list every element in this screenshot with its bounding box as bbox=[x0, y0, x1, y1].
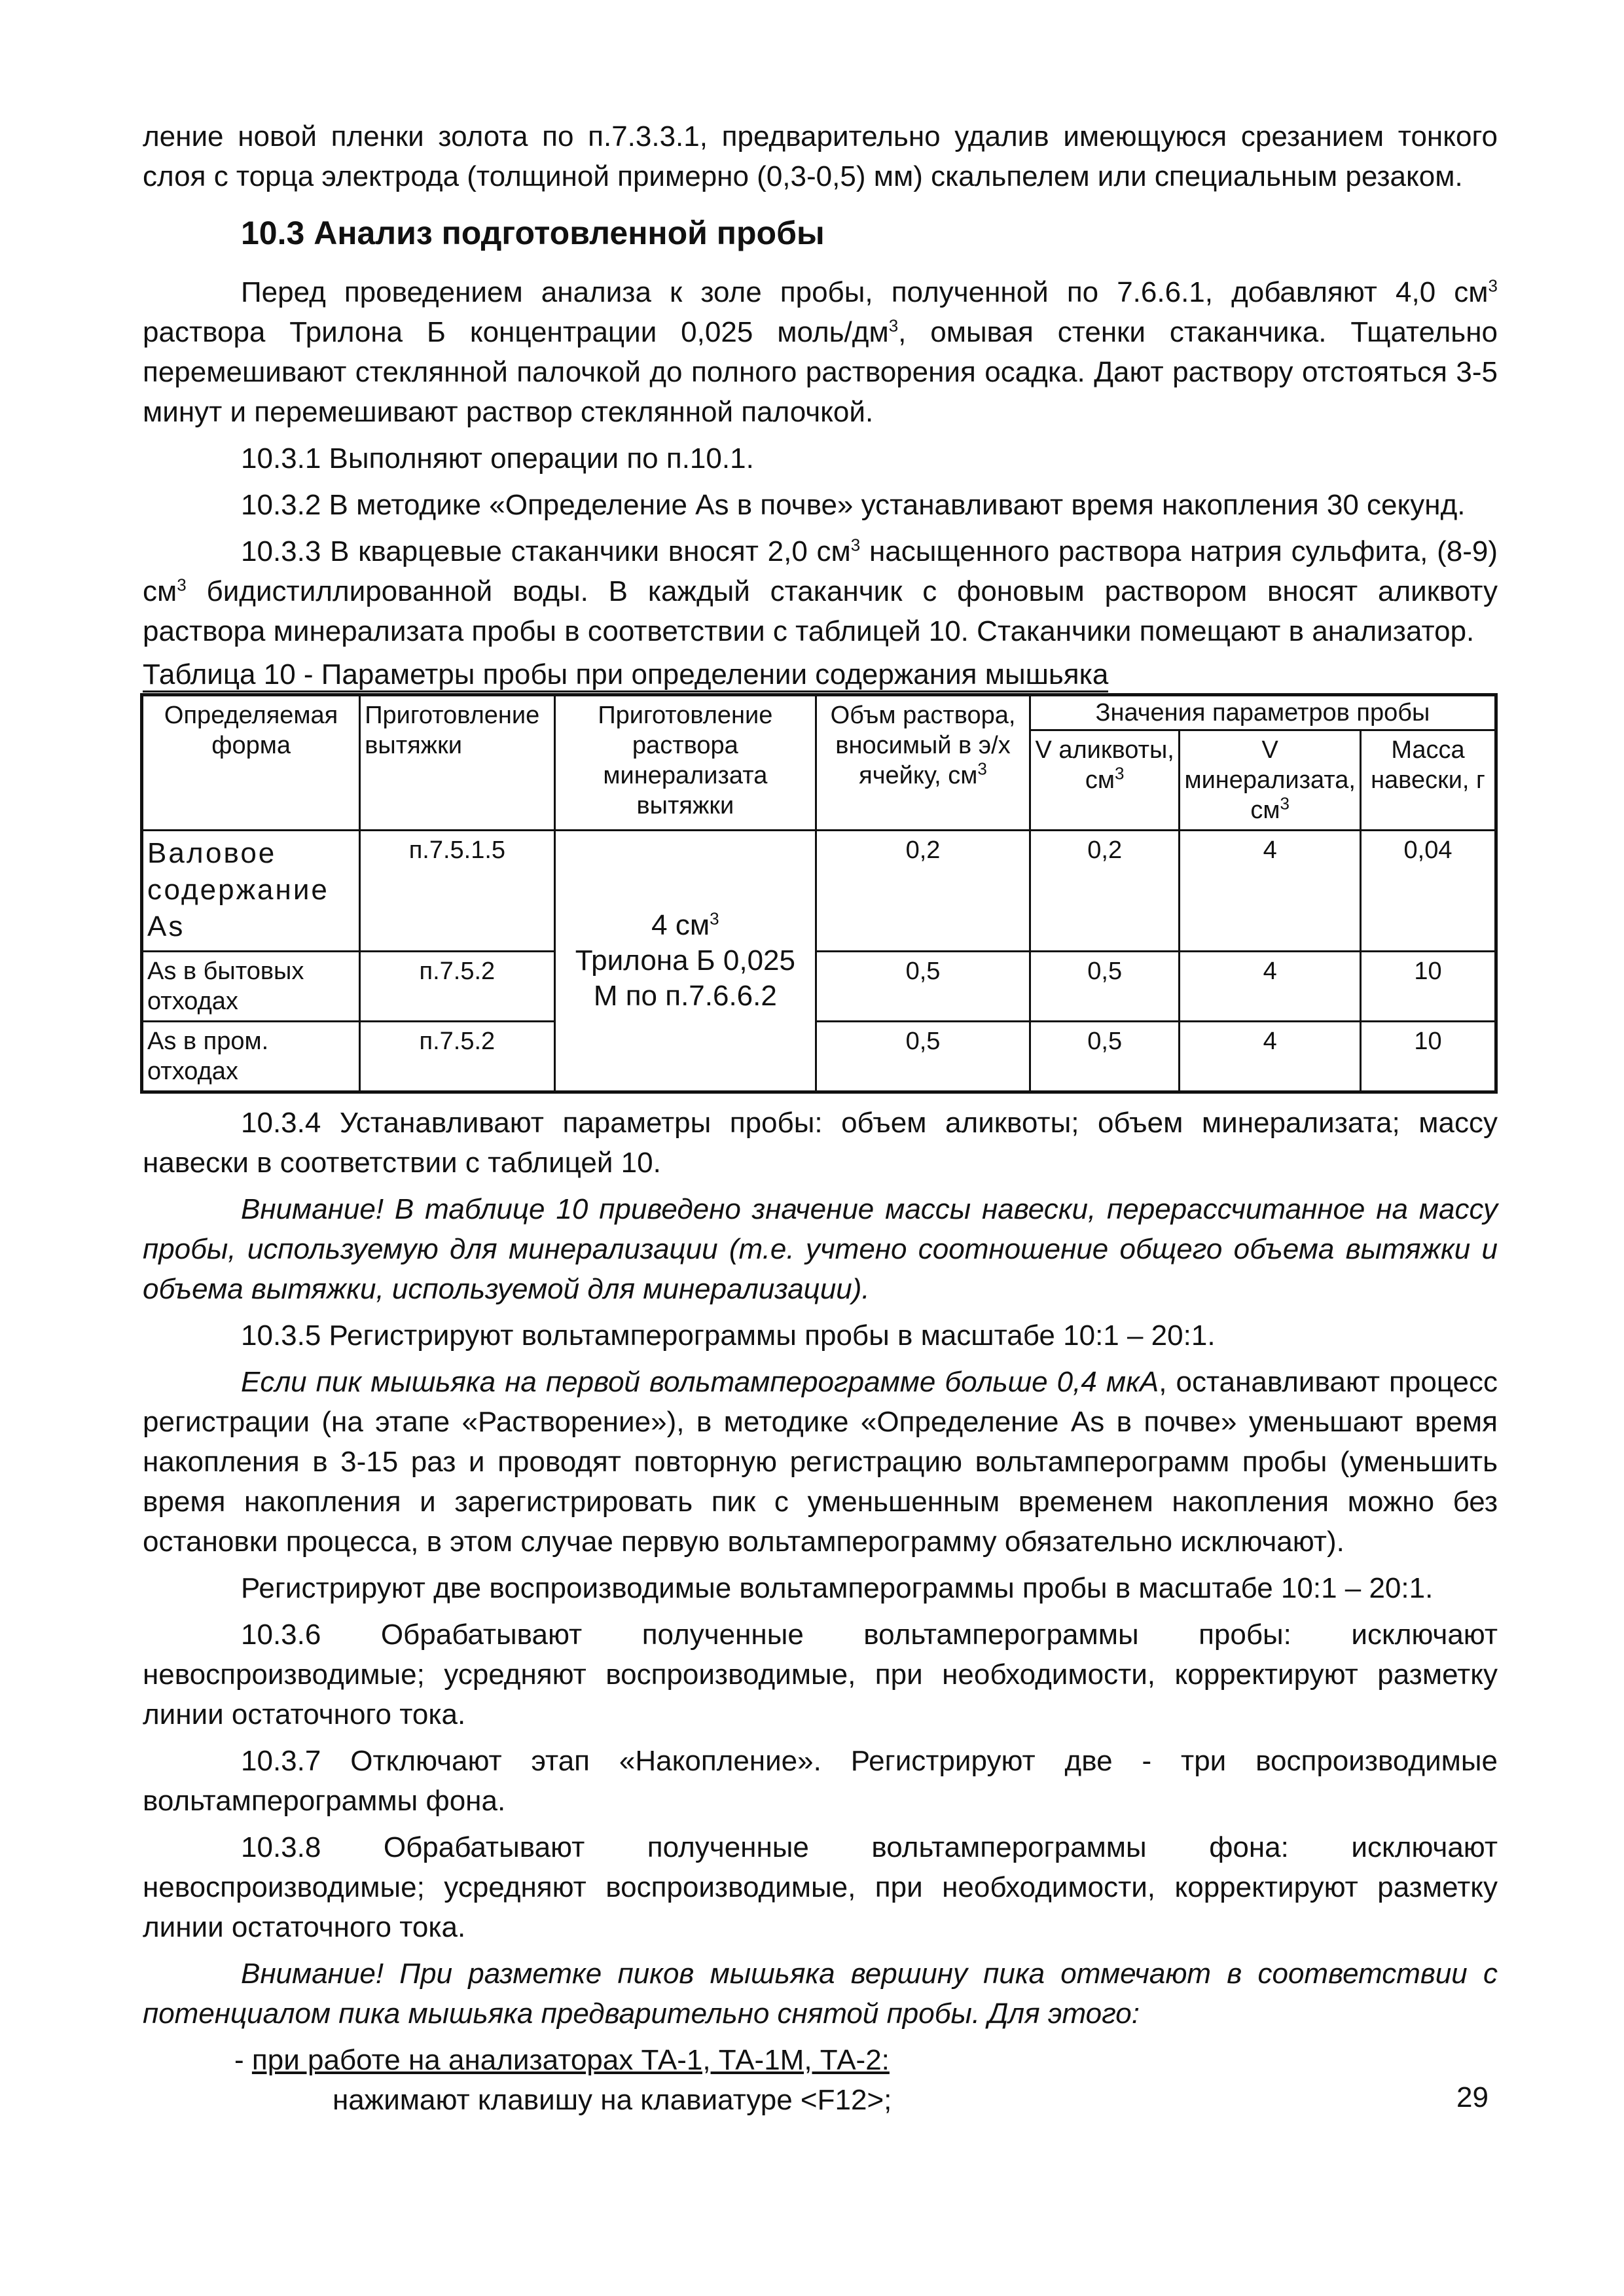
table-header-row bbox=[142, 695, 1496, 730]
note-mass: Внимание! В таблице 10 приведено значение массы навески, перерассчитанное на массу пробы, используемую для минерализации (т.е. учтено соотношение общего объема вытяжки и объема вытяжки, используемой для минерализации). bbox=[143, 1193, 1498, 1305]
superscript: 3 bbox=[710, 908, 719, 929]
parameters-table bbox=[140, 693, 1498, 1094]
paragraph-10-3-1: 10.3.1 Выполняют операции по п.10.1. bbox=[241, 442, 754, 475]
superscript: 3 bbox=[888, 315, 899, 336]
instruction-key: нажимают клавишу на клавиатуре <F12>; bbox=[333, 2084, 892, 2116]
cell-aliquot: 0,5 bbox=[1030, 952, 1180, 1022]
text: , останавливают процесс регистрации (на этапе «Растворение»), в методике «Определение As в почве» уменьшают время накопления в 3-15 раз и проводят повторную регистрацию вольтамперограмм пробы (уменьшить время накопления и зарегистрировать пик с уменьшенным временем накопления можно без остановки процесса, в этом случае первую вольтамперограмму обязательно исключают). bbox=[143, 1366, 1498, 1558]
paragraph-10-3-6: 10.3.6 Обрабатывают полученные вольтамперограммы пробы: исключают невоспроизводимые; усредняют воспроизводимые, при необходимости, корректируют разметку линии остаточного тока. bbox=[143, 1619, 1498, 1731]
text: Если пик мышьяка на первой вольтамперограмме больше 0,4 мкА bbox=[241, 1366, 1159, 1398]
cell-aliquot: 0,5 bbox=[1030, 1022, 1180, 1092]
cell-volume: 0,2 bbox=[816, 831, 1030, 952]
header-mineralizate bbox=[1180, 730, 1361, 831]
document-page bbox=[143, 117, 1498, 2120]
text: Объм раствора, вносимый в э/х ячейку, см bbox=[830, 702, 1016, 789]
header-extract: Приготовление вытяжки bbox=[360, 695, 554, 831]
cell-extract: п.7.5.2 bbox=[360, 952, 554, 1022]
cell-extract: п.7.5.1.5 bbox=[360, 831, 554, 952]
text: насыщенного раствора натрия сульфита, (8-9) см bbox=[143, 535, 1498, 607]
header-volume bbox=[816, 695, 1030, 831]
header-form: Определяемая форма bbox=[142, 695, 360, 831]
paragraph-10-3-7: 10.3.7 Отключают этап «Накопление». Регистрируют две - три воспроизводимые вольтамперограммы фона. bbox=[143, 1745, 1498, 1817]
page-number: 29 bbox=[1456, 2081, 1489, 2113]
note-peak-marking: Внимание! При разметке пиков мышьяка вершину пика отмечают в соответствии с потенциалом пика мышьяка предварительно снятой пробы. Для этого: bbox=[143, 1958, 1498, 2030]
text: V минерализата, см bbox=[1184, 736, 1356, 824]
superscript: 3 bbox=[977, 759, 987, 779]
text: 10.3.3 В кварцевые стаканчики вносят 2,0 см bbox=[241, 535, 851, 567]
cell-mineralizate: 4 bbox=[1180, 831, 1361, 952]
text: при работе на анализаторах ТА-1, ТА-1М, ТА-2: bbox=[251, 2044, 890, 2076]
table-row bbox=[142, 831, 1496, 952]
bullet-analyzers bbox=[143, 2040, 1498, 2080]
paragraph-preparation bbox=[143, 272, 1498, 432]
text: раствора Трилона Б концентрации 0,025 моль/дм bbox=[143, 316, 889, 348]
header-mineral: Приготовление раствора минерализата вытяжки bbox=[554, 695, 816, 831]
paragraph-10-3-5: 10.3.5 Регистрируют вольтамперограммы пробы в масштабе 10:1 – 20:1. bbox=[241, 1319, 1216, 1352]
paragraph-10-3-2: 10.3.2 В методике «Определение As в почве» устанавливают время накопления 30 секунд. bbox=[241, 489, 1466, 521]
paragraph-peak-limit bbox=[143, 1362, 1498, 1562]
header-mass: Масса навески, г bbox=[1360, 730, 1496, 831]
cell-mass: 10 bbox=[1360, 1022, 1496, 1092]
cell-volume: 0,5 bbox=[816, 952, 1030, 1022]
superscript: 3 bbox=[1488, 276, 1498, 296]
paragraph-register: Регистрируют две воспроизводимые вольтамперограммы пробы в масштабе 10:1 – 20:1. bbox=[241, 1572, 1434, 1604]
text: V аликвоты, см bbox=[1035, 736, 1174, 794]
superscript: 3 bbox=[850, 535, 861, 555]
cell-aliquot: 0,2 bbox=[1030, 831, 1180, 952]
paragraph-10-3-4: 10.3.4 Устанавливают параметры пробы: объем аликвоты; объем минерализата; массу навески в соответствии с таблицей 10. bbox=[143, 1107, 1498, 1179]
text: бидистиллированной воды. В каждый стаканчик с фоновым раствором вносят аликвоту раствора минерализата пробы в соответствии с таблицей 10. Стаканчики помещают в анализатор. bbox=[143, 575, 1498, 647]
text: , омывая стенки стаканчика. Тщательно перемешивают стеклянной палочкой до полного растворения осадка. Дают раствору отстояться 3-5 минут и перемешивают раствор стеклянной палочкой. bbox=[143, 316, 1498, 428]
cell-extract: п.7.5.2 bbox=[360, 1022, 554, 1092]
intro-paragraph: ление новой пленки золота по п.7.3.3.1, предварительно удалив имеющуюся срезанием тонкого слоя с торца электрода (толщиной примерно (0,3-0,5) мм) скальпелем или специальным резаком. bbox=[143, 120, 1498, 192]
text: Трилона Б 0,025 М по п.7.6.6.2 bbox=[575, 944, 795, 1012]
header-group: Значения параметров пробы bbox=[1030, 695, 1496, 730]
text: Перед проведением анализа к золе пробы, полученной по 7.6.6.1, добавляют 4,0 см bbox=[241, 276, 1489, 308]
cell-mineralizate: 4 bbox=[1180, 1022, 1361, 1092]
cell-form: As в бытовых отходах bbox=[142, 952, 360, 1022]
text: 4 см bbox=[651, 909, 710, 941]
paragraph-10-3-8: 10.3.8 Обрабатывают полученные вольтамперограммы фона: исключают невоспроизводимые; усредняют воспроизводимые, при необходимости, корректируют разметку линии остаточного тока. bbox=[143, 1831, 1498, 1943]
superscript: 3 bbox=[1114, 763, 1125, 783]
cell-volume: 0,5 bbox=[816, 1022, 1030, 1092]
cell-form: As в пром. отходах bbox=[142, 1022, 360, 1092]
section-title: 10.3 Анализ подготовленной пробы bbox=[241, 215, 825, 251]
cell-form: Валовое содержание As bbox=[142, 831, 360, 952]
table-row bbox=[142, 952, 1496, 1022]
table-caption bbox=[143, 656, 1498, 693]
paragraph-10-3-3 bbox=[143, 531, 1498, 651]
cell-reagent bbox=[554, 831, 816, 1092]
superscript: 3 bbox=[177, 575, 187, 595]
header-aliquot bbox=[1030, 730, 1180, 831]
cell-mass: 0,04 bbox=[1360, 831, 1496, 952]
table-row bbox=[142, 1022, 1496, 1092]
text: - bbox=[234, 2044, 252, 2076]
superscript: 3 bbox=[1280, 793, 1290, 814]
cell-mineralizate: 4 bbox=[1180, 952, 1361, 1022]
cell-mass: 10 bbox=[1360, 952, 1496, 1022]
caption-text: Таблица 10 - Параметры пробы при определении содержания мышьяка bbox=[143, 658, 1108, 692]
